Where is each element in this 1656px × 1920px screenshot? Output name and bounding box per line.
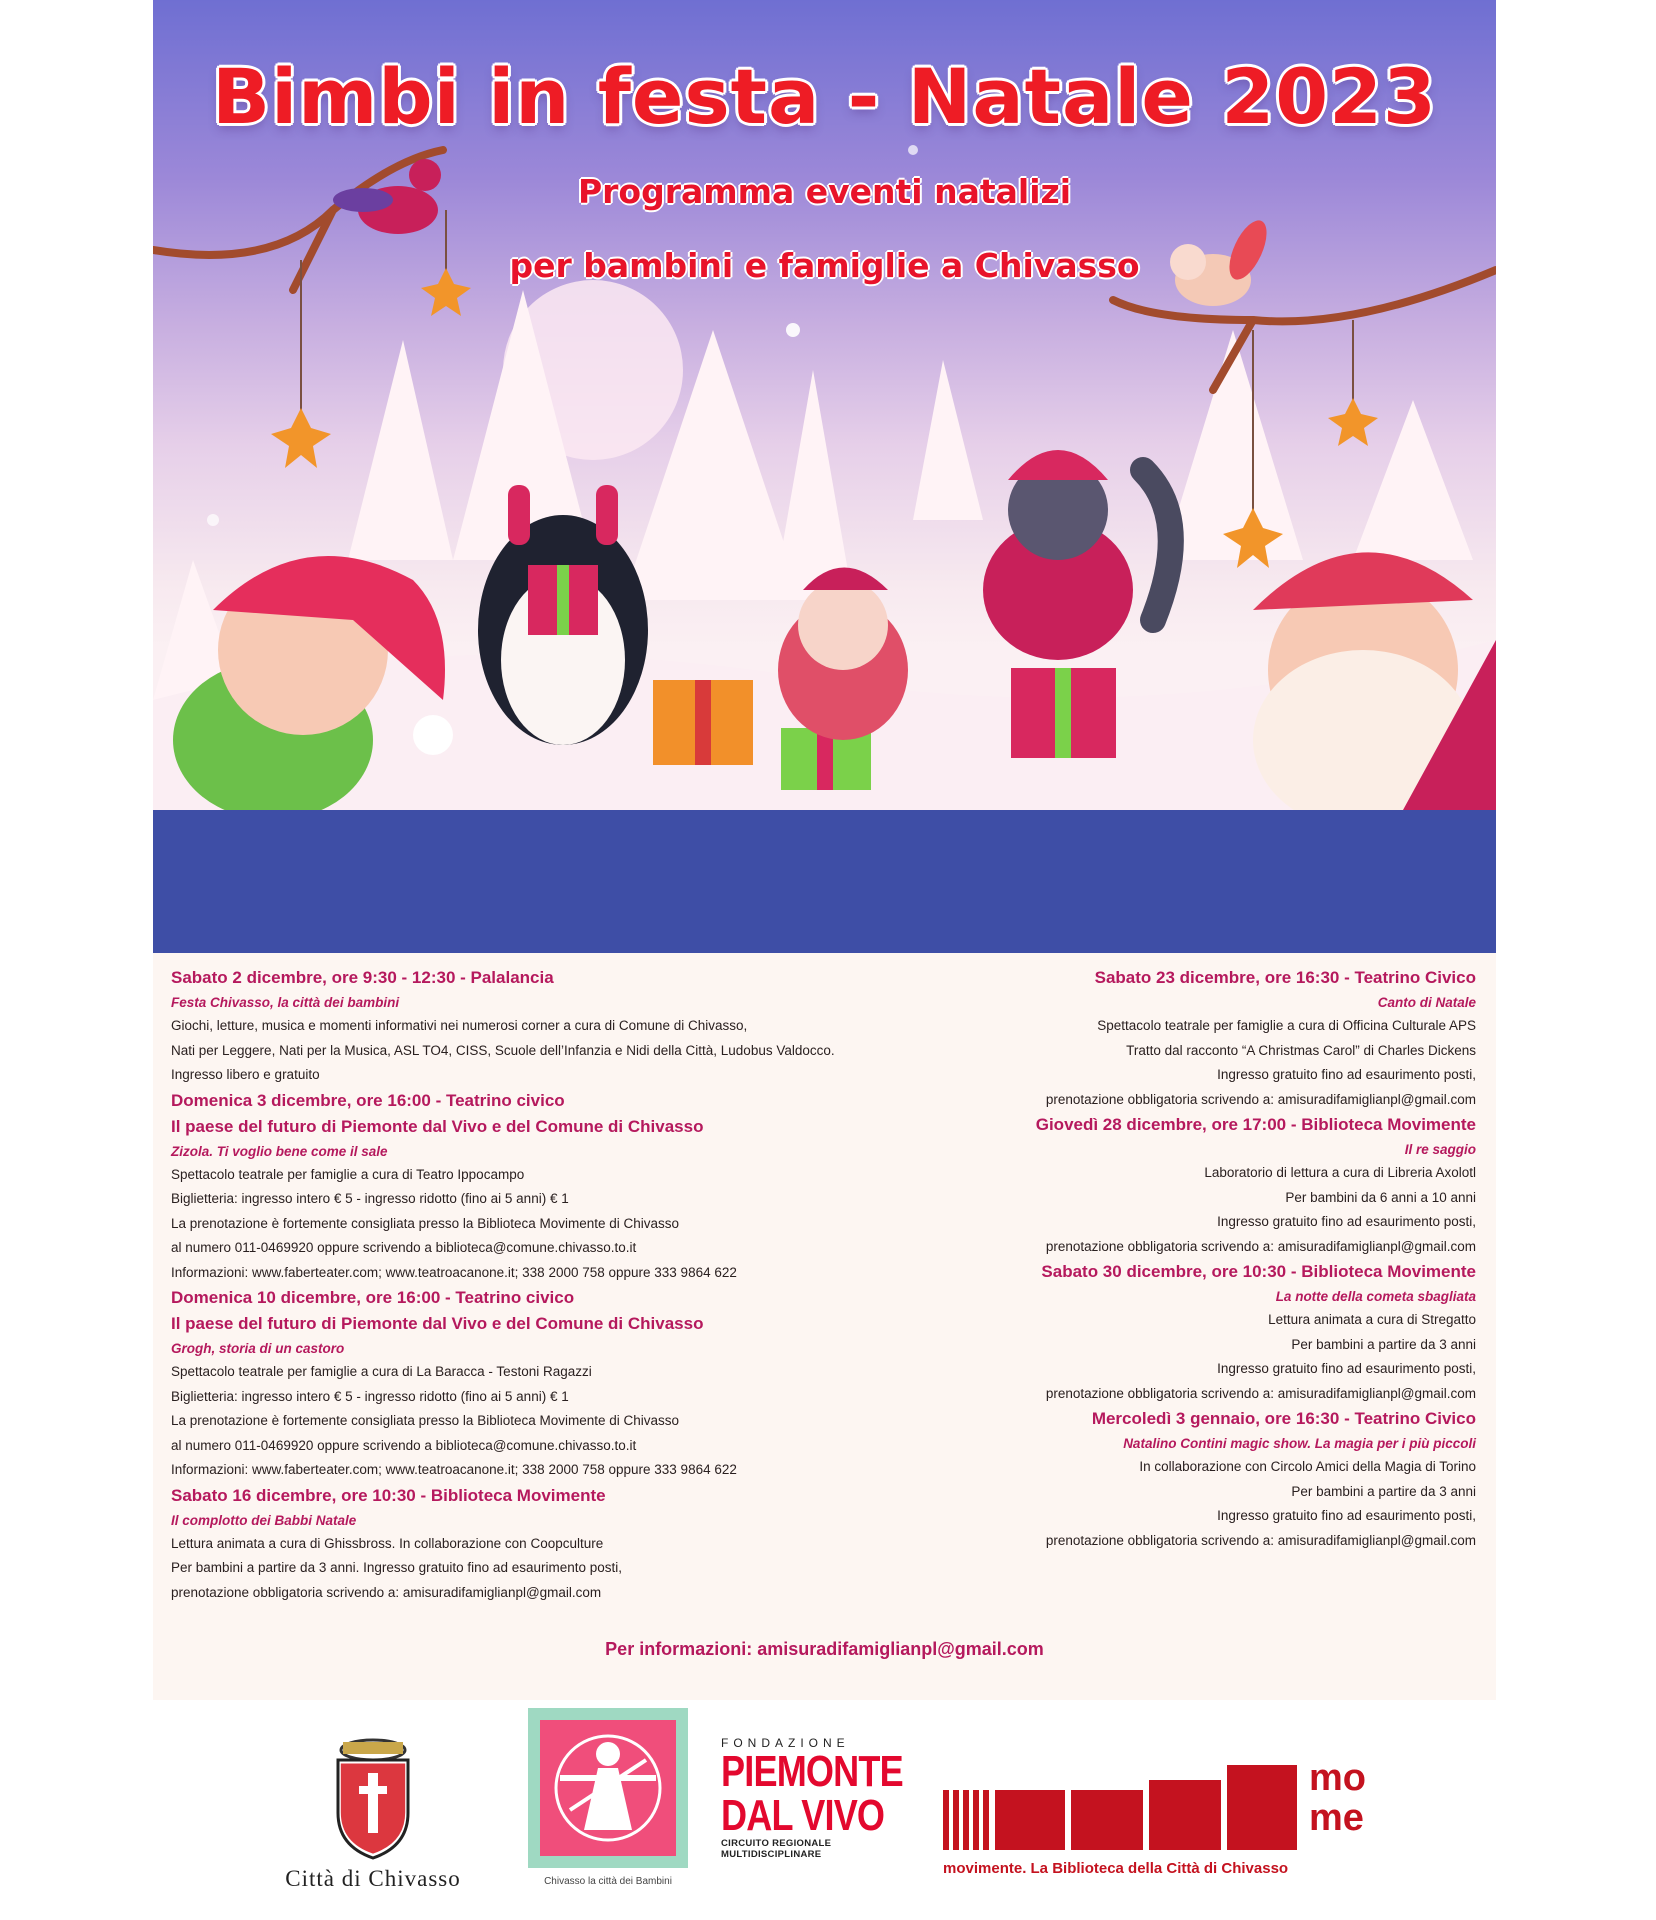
event-heading-2: Il paese del futuro di Piemonte dal Vivo e del Comune di Chivasso	[171, 1116, 704, 1136]
events-right-column	[836, 965, 1476, 1553]
event-line: prenotazione obbligatoria scrivendo a: amisuradifamiglianpl@gmail.com	[1045, 1385, 1476, 1401]
event-title: La notte della cometa sbagliata	[1275, 1289, 1476, 1304]
event-block	[171, 965, 851, 1088]
event-line: al numero 011-0469920 oppure scrivendo a biblioteca@comune.chivasso.to.it	[171, 1240, 637, 1255]
event-heading: Sabato 23 dicembre, ore 16:30 - Teatrino Civico	[1094, 968, 1476, 987]
event-block	[836, 1406, 1476, 1553]
event-block	[171, 1483, 851, 1606]
event-line: La prenotazione è fortemente consigliata presso la Biblioteca Movimente di Chivasso	[171, 1215, 680, 1231]
sponsor-logos	[153, 1700, 1496, 1920]
poster-subtitle-line1: Programma eventi natalizi	[577, 172, 1072, 211]
event-heading: Mercoledì 3 gennaio, ore 16:30 - Teatrino Civico	[1091, 1409, 1476, 1428]
event-line: Spettacolo teatrale per famiglie a cura di La Baracca - Testoni Ragazzi	[171, 1364, 592, 1379]
event-block	[836, 1259, 1476, 1406]
movimente-caption: movimente. La Biblioteca della Città di Chivasso	[943, 1860, 1289, 1877]
event-heading: Sabato 16 dicembre, ore 10:30 - Biblioteca Movimente	[171, 1485, 606, 1505]
event-line: Biglietteria: ingresso intero € 5 - ingresso ridotto (fino ai 5 anni) € 1	[171, 1388, 569, 1404]
event-line: Laboratorio di lettura a cura di Libreria Axolotl	[1204, 1165, 1476, 1180]
event-heading: Domenica 3 dicembre, ore 16:00 - Teatrino civico	[171, 1090, 565, 1110]
event-line: prenotazione obbligatoria scrivendo a: amisuradifamiglianpl@gmail.com	[171, 1584, 602, 1600]
event-line: Spettacolo teatrale per famiglie a cura di Teatro Ippocampo	[171, 1166, 525, 1182]
blue-band	[153, 810, 1496, 953]
event-title: Grogh, storia di un castoro	[171, 1341, 345, 1356]
event-line: In collaborazione con Circolo Amici della Magia di Torino	[1139, 1459, 1476, 1474]
event-line: al numero 011-0469920 oppure scrivendo a biblioteca@comune.chivasso.to.it	[171, 1437, 637, 1453]
event-line: prenotazione obbligatoria scrivendo a: amisuradifamiglianpl@gmail.com	[1045, 1532, 1476, 1548]
event-block	[836, 1112, 1476, 1259]
citta-di-chivasso-logo	[273, 1728, 473, 1891]
event-heading: Sabato 2 dicembre, ore 9:30 - 12:30 - Palalancia	[171, 968, 554, 987]
event-line: Spettacolo teatrale per famiglie a cura di Officina Culturale APS	[1097, 1018, 1476, 1033]
event-line: Lettura animata a cura di Ghissbross. In collaborazione con Coopculture	[171, 1535, 604, 1551]
event-line: prenotazione obbligatoria scrivendo a: amisuradifamiglianpl@gmail.com	[1045, 1238, 1476, 1254]
events-left-column	[171, 965, 851, 1605]
event-line: Ingresso gratuito fino ad esaurimento posti,	[1217, 1508, 1476, 1523]
event-title: Zizola. Ti voglio bene come il sale	[171, 1143, 388, 1159]
event-block	[836, 965, 1476, 1112]
event-title: Il re saggio	[1404, 1142, 1476, 1157]
event-line: Per bambini da 6 anni a 10 anni	[1285, 1189, 1476, 1205]
event-line: Per bambini a partire da 3 anni	[1291, 1483, 1476, 1499]
event-line: Per bambini a partire da 3 anni	[1291, 1336, 1476, 1352]
event-block	[171, 1285, 851, 1483]
event-line: Ingresso libero e gratuito	[171, 1067, 320, 1082]
svg-text:me: me	[1309, 1797, 1364, 1839]
event-line: Nati per Leggere, Nati per la Musica, ASL TO4, CISS, Scuole dell’Infanzia e Nidi della Città, Ludobus Valdocco.	[171, 1042, 835, 1058]
poster	[153, 0, 1496, 1920]
event-line: prenotazione obbligatoria scrivendo a: amisuradifamiglianpl@gmail.com	[1045, 1091, 1476, 1107]
movimente-biblioteca-logo	[943, 1750, 1383, 1880]
event-line: Lettura animata a cura di Stregatto	[1268, 1312, 1476, 1327]
svg-text:mo: mo	[1309, 1757, 1366, 1799]
event-line: Tratto dal racconto “A Christmas Carol” di Charles Dickens	[1126, 1042, 1476, 1058]
event-line: Biglietteria: ingresso intero € 5 - ingresso ridotto (fino ai 5 anni) € 1	[171, 1191, 569, 1206]
event-line: Ingresso gratuito fino ad esaurimento posti,	[1217, 1214, 1476, 1229]
event-title: Festa Chivasso, la città dei bambini	[171, 995, 400, 1010]
event-line: Informazioni: www.faberteater.com; www.teatroacanone.it; 338 2000 758 oppure 333 9864 622	[171, 1462, 737, 1477]
poster-title: Bimbi in festa - Natale 2023	[212, 52, 1437, 141]
event-heading-2: Il paese del futuro di Piemonte dal Vivo e del Comune di Chivasso	[171, 1314, 704, 1333]
event-heading: Sabato 30 dicembre, ore 10:30 - Biblioteca Movimente	[1041, 1262, 1476, 1281]
event-line: Giochi, letture, musica e momenti informativi nei numerosi corner a cura di Comune di Chivasso,	[171, 1018, 748, 1033]
event-line: Per bambini a partire da 3 anni. Ingresso gratuito fino ad esaurimento posti,	[171, 1560, 623, 1575]
pdv-line2: DAL VIVO	[721, 1791, 885, 1840]
pdv-foundation-text: FONDAZIONE	[721, 1736, 850, 1750]
coat-of-arms-icon	[273, 1728, 473, 1863]
event-heading: Domenica 10 dicembre, ore 16:00 - Teatrino civico	[171, 1288, 575, 1307]
event-line: Ingresso gratuito fino ad esaurimento posti,	[1217, 1361, 1476, 1376]
hero-illustration	[153, 0, 1496, 810]
event-line: Informazioni: www.faberteater.com; www.teatroacanone.it; 338 2000 758 oppure 333 9864 622	[171, 1264, 737, 1280]
child-figure-icon	[540, 1720, 676, 1856]
event-line: Ingresso gratuito fino ad esaurimento posti,	[1217, 1067, 1476, 1082]
piemonte-dal-vivo-logo	[721, 1736, 921, 1876]
movimente-bars-icon	[943, 1750, 1383, 1855]
poster-subtitle-line2: per bambini e famiglie a Chivasso	[509, 246, 1140, 285]
contact-info: Per informazioni: amisuradifamiglianpl@gmail.com	[605, 1639, 1044, 1659]
event-program	[153, 953, 1496, 1700]
pdv-line1: PIEMONTE	[721, 1747, 903, 1796]
event-title: Il complotto dei Babbi Natale	[171, 1512, 357, 1528]
event-heading: Giovedì 28 dicembre, ore 17:00 - Biblioteca Movimente	[1035, 1115, 1476, 1134]
event-block	[171, 1088, 851, 1286]
chivasso-citta-dei-bambini-logo	[528, 1708, 688, 1908]
chivasso-logo-text: Città di Chivasso	[285, 1866, 461, 1891]
pdv-caption: CIRCUITO REGIONALE MULTIDISCIPLINARE	[721, 1838, 832, 1860]
event-line: La prenotazione è fortemente consigliata presso la Biblioteca Movimente di Chivasso	[171, 1413, 680, 1428]
event-title: Canto di Natale	[1377, 995, 1476, 1010]
event-title: Natalino Contini magic show. La magia per i più piccoli	[1123, 1436, 1476, 1451]
bimbi-logo-caption: Chivasso la città dei Bambini	[544, 1876, 672, 1887]
